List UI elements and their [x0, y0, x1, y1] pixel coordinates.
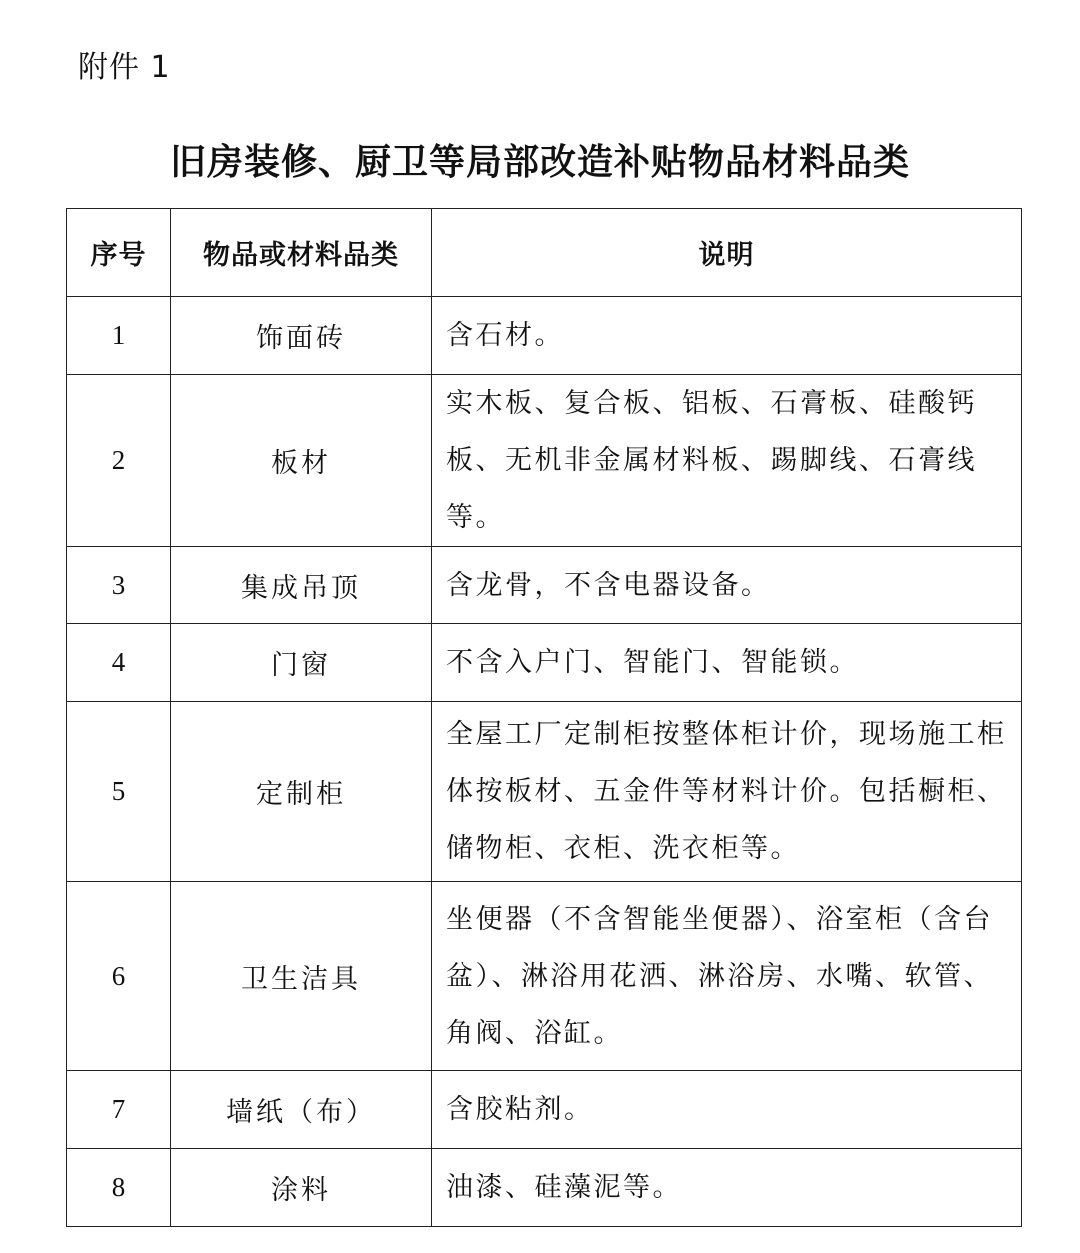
- attachment-label: 附件 1: [78, 50, 171, 85]
- table-row: [67, 624, 1022, 702]
- row-description: [432, 702, 1022, 882]
- row-category: 饰面砖: [171, 297, 432, 375]
- row-index: 5: [67, 702, 171, 882]
- row-description: [432, 882, 1022, 1071]
- table-row: [67, 1149, 1022, 1227]
- row-description: [432, 297, 1022, 375]
- header-description: 说明: [432, 209, 1022, 297]
- row-index: 2: [67, 375, 171, 547]
- row-index: 7: [67, 1071, 171, 1149]
- subsidy-category-table: [66, 208, 1022, 1227]
- row-category: 板材: [171, 375, 432, 547]
- table-row: [67, 702, 1022, 882]
- table-row: [67, 297, 1022, 375]
- row-category: 定制柜: [171, 702, 432, 882]
- row-description: [432, 1071, 1022, 1149]
- row-description: [432, 375, 1022, 547]
- row-description: [432, 1149, 1022, 1227]
- row-description-text: 坐便器（不含智能坐便器）、浴室柜（含台盆）、淋浴用花洒、淋浴房、水嘴、软管、角阀、浴缸。: [446, 903, 993, 1049]
- header-category: 物品或材料品类: [171, 209, 432, 297]
- row-description-text: 全屋工厂定制柜按整体柜计价，现场施工柜体按板材、五金件等材料计价。包括橱柜、储物柜、衣柜、洗衣柜等。: [446, 719, 1007, 864]
- row-description-text: 含石材。: [446, 320, 564, 351]
- row-description-text: 含龙骨，不含电器设备。: [446, 569, 771, 601]
- row-index: 3: [67, 547, 171, 624]
- row-description-text: 油漆、硅藻泥等。: [446, 1172, 682, 1203]
- row-index: 6: [67, 882, 171, 1071]
- row-description-text: 实木板、复合板、铝板、石膏板、硅酸钙板、无机非金属材料板、踢脚线、石膏线等。: [446, 388, 977, 533]
- row-category: 卫生洁具: [171, 882, 432, 1071]
- row-category: 涂料: [171, 1149, 432, 1227]
- row-index: 4: [67, 624, 171, 702]
- row-description: [432, 624, 1022, 702]
- table-row: [67, 547, 1022, 624]
- document-title: 旧房装修、厨卫等局部改造补贴物品材料品类: [169, 142, 910, 183]
- row-index: 8: [67, 1149, 171, 1227]
- row-description-text: 不含入户门、智能门、智能锁。: [446, 647, 859, 678]
- row-description-text: 含胶粘剂。: [446, 1094, 594, 1125]
- table-header-row: [67, 209, 1022, 297]
- table-row: [67, 1071, 1022, 1149]
- row-category: 门窗: [171, 624, 432, 702]
- row-description: [432, 547, 1022, 624]
- row-category: 墙纸（布）: [171, 1071, 432, 1149]
- row-category: 集成吊顶: [171, 547, 432, 624]
- table-row: [67, 375, 1022, 547]
- row-index: 1: [67, 297, 171, 375]
- header-index: 序号: [67, 209, 171, 297]
- table-row: [67, 882, 1022, 1071]
